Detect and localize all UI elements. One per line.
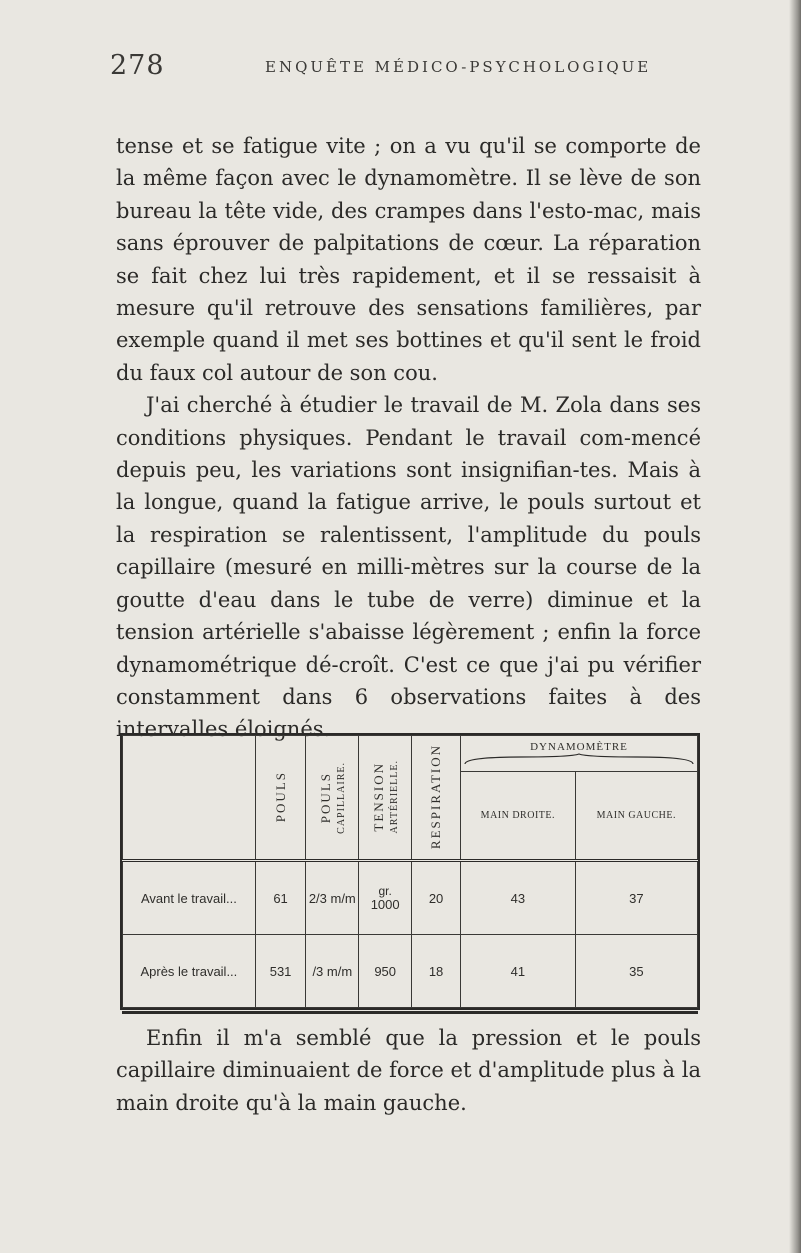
header-pouls: POULS <box>255 736 306 861</box>
cell-respiration: 20 <box>412 861 461 935</box>
cell-main-gauche: 37 <box>575 861 697 935</box>
row-label: Après le travail... <box>123 935 256 1008</box>
header-main-gauche: MAIN GAUCHE. <box>575 771 697 860</box>
paragraph-1: tense et se fatigue vite ; on a vu qu'il se comporte de la même façon avec le dynamomètre. Il se lève de son bureau la tête vide, des crampes dans l'esto-mac, mais sans éprouver de palpitations de cœur. La réparation se fait chez lui très rapidement, et il se ressaisit à mesure qu'il retrouve des sensations familières, par exemple quand il met ses bottines et qu'il sent le froid du faux col autour de son cou. <box>116 134 701 385</box>
body-text <box>116 130 701 746</box>
cell-pouls-capillaire: 2/3 m/m <box>306 861 359 935</box>
header-dynamometre: DYNAMOMÈTRE <box>461 736 698 772</box>
page-number: 278 <box>110 50 165 81</box>
cell-tension <box>359 861 412 935</box>
cell-main-gauche: 35 <box>575 935 697 1008</box>
cell-pouls: 531 <box>255 935 306 1008</box>
cell-main-droite: 41 <box>461 935 576 1008</box>
paragraph-2: J'ai cherché à étudier le travail de M. Zola dans ses conditions physiques. Pendant le travail com-mencé depuis peu, les variations sont insignifian-tes. Mais à la longue, quand la fatigue arrive, le pouls surtout et la respiration se ralentissent, l'amplitude du pouls capillaire (mesuré en milli-mètres sur la course de la goutte d'eau dans le tube de verre) diminue et la tension artérielle s'abaisse légèrement ; enfin la force dynamométrique dé-croît. C'est ce que j'ai pu vérifier constamment dans 6 observations faites à des intervalles éloignés. <box>116 393 701 742</box>
table-row <box>123 935 698 1008</box>
header-tension-arterielle: TENSION ARTÉRIELLE. <box>359 736 412 861</box>
measurements-table <box>120 733 700 1010</box>
cell-respiration: 18 <box>412 935 461 1008</box>
page-edge-shadow <box>789 0 801 1253</box>
page-header <box>110 40 730 80</box>
tension-unit: gr. <box>378 883 392 898</box>
header-main-droite: MAIN DROITE. <box>461 771 576 860</box>
cell-main-droite: 43 <box>461 861 576 935</box>
closing-text <box>116 1022 701 1119</box>
running-head: ENQUÊTE MÉDICO-PSYCHOLOGIQUE <box>265 58 652 76</box>
cell-pouls: 61 <box>255 861 306 935</box>
cell-tension: 950 <box>359 935 412 1008</box>
closing-paragraph: Enfin il m'a semblé que la pression et le pouls capillaire diminuaient de force et d'amplitude plus à la main droite qu'à la main gauche. <box>116 1026 701 1115</box>
header-pouls-capillaire: POULS CAPILLAIRE. <box>306 736 359 861</box>
table-row <box>123 861 698 935</box>
tension-value: 1000 <box>370 896 400 912</box>
header-respiration: RESPIRATION <box>412 736 461 861</box>
row-label-header <box>123 736 256 861</box>
cell-pouls-capillaire: /3 m/m <box>306 935 359 1008</box>
row-label: Avant le travail... <box>123 861 256 935</box>
brace-icon <box>461 753 697 765</box>
